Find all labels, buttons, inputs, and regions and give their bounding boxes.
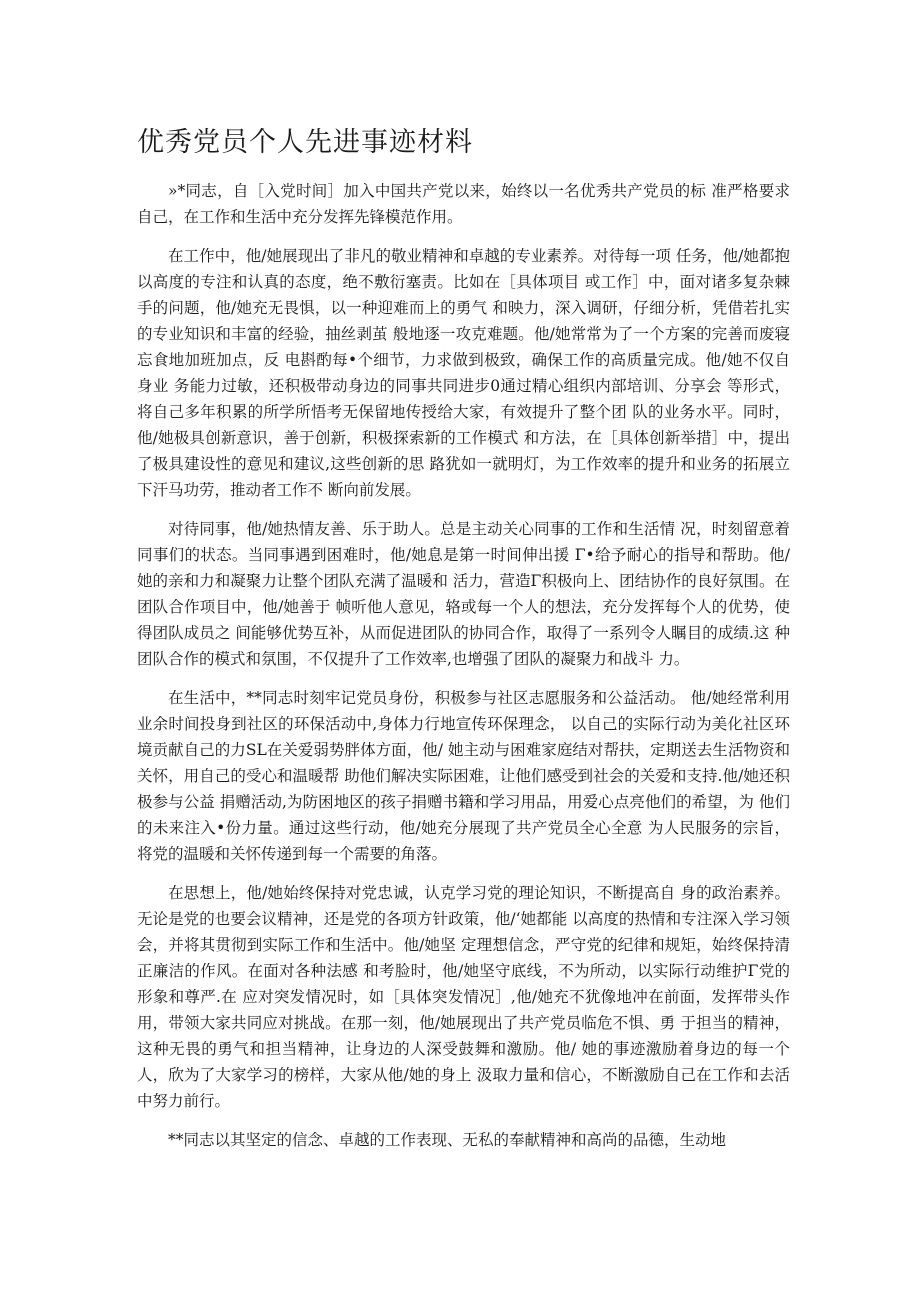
paragraph-work: 在工作中，他/她展现出了非凡的敬业精神和卓越的专业素养。对待每一项 任务，他/她都抱以高度的专注和认真的态度，绝不敷衍塞责。比如在［具体项目 或工作］中，面对诸多复杂棘手的问题，他/她充无畏惧，以一种迎难而上的勇气 和映力，深入调研，仔细分析，凭借若扎实的专业知识和丰富的经验，抽丝剥茧 般地逐一攻克难题。他/她常常为了一个方案的完善而废寝忘食地加班加点，反 电斟酌每•个细节，力求做到极致，确保工作的高质量完成。他/她不仅自身业 务能力过敏，还积极带动身边的同事共同进步0通过精心组织内部培训、分享会 等形式，将自己多年积累的所学所悟考无保留地传授给大家，有效提升了整个团 队的业务水平。同时，他/她极具创新意识，善于创新，积极探索新的工作模式 和方法，在［具体创新举措］中，提出了极具建设性的意见和建议,这些创新的思 路犹如一就明灯，为工作效率的提升和业务的拓展立下汗马功劳，推动者工作不 断向前发展。 [137,247,790,499]
paragraph-conclusion: **同志以其坚定的信念、卓越的工作表现、无私的奉献精神和高尚的品德，生动地 [168,1131,727,1149]
paragraph-ideology: 在思想上，他/她始终保持对党忠诚，认克学习党的理论知识，不断提高自 身的政治素养。无论是党的也要会议精神，还是党的各项方针政策，他/‘她都能 以高度的热情和专注深入学习领会，并将其贯彻到实际工作和生活中。他/她坚 定理想信念，严守党的纪律和规矩，始终保持清正廉洁的作风。在面对各种法感 和考脸时，他/她坚守底线，不为所动，以实际行动维护Γ党的形象和尊严.在 应对突发情况时，如［具体突发情况］,他/她充不犹像地冲在前面，发挥带头作 用，带领大家共同应对挑战。在那一刻，他/她展现出了共产党员临危不惧、勇 于担当的精神，这种无畏的勇气和担当精神，让身边的人深受鼓舞和激励。他/ 她的事迹激励着身边的每一个人，欣为了大家学习的榜样，大家从他/她的身上 汲取力量和信心，不断激励自己在工作和去活中努力前行。 [137,884,790,1110]
paragraph-life: 在生活中，**同志时刻牢记党员身份，积极参与社区志愿服务和公益活动。 他/她经常利用业余时间投身到社区的环保活动中,身体力行地宣传环保理念， 以自己的实际行动为美化社区环境贡献自己的力SL在关爱弱势胖体方面，他/ 她主动与困难家庭结对帮扶，定期送去生活物资和关怀，用自己的受心和温暖帮 助他们解决实际困难，让他们感受到社会的关爱和支持.他/她还积极参与公益 捐赠活动,为防困地区的孩子捐赠书籍和学习用品，用爱心点亮他们的希望，为 他们的未来注入•份力量。通过这些行动，他/她充分展现了共产党员全心全意 为人民服务的宗旨，将党的温暖和关怀传递到每一个需要的角落。 [137,689,790,863]
document-body [137,178,790,1166]
document-title: 优秀党员个人先进事迹材料 [137,127,473,158]
paragraph-intro: »*同志，自［入党时间］加入中国共产党以来，始终以一名优秀共产党员的标 准严格要求自己，在工作和生活中充分发挥先锋模范作用。 [137,182,790,226]
paragraph-colleagues: 对待同事，他/她热情友善、乐于助人。总是主动关心同事的工作和生活情 况，时刻留意着同事们的状态。当同事遇到困难时，他/她息是第一时间伸出援 Γ•给予耐心的指导和帮助。他/她的亲和力和凝聚力让整个团队充满了温暖和 活力，营造Γ积极向上、团结协作的良好氛围。在团队合作项目中，他/她善于 帧听他人意见，辂或每一个人的想法，充分发挥每个人的优势，使得团队成员之 间能够优势互补，从而促进团队的协同合作，取得了一系列令人瞩目的成绩.这 种团队合作的模式和氛围，不仅提升了工作效率,也增强了团队的凝聚力和战斗 力。 [137,520,790,668]
